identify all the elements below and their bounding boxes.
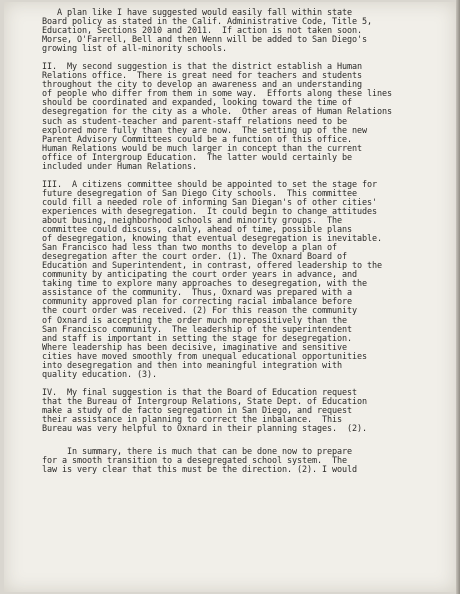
text-line: that the Bureau of Intergroup Relations, State Dept. of Education bbox=[42, 395, 367, 406]
paragraph-section-3 bbox=[42, 180, 454, 379]
text-line: of people who differ from them in some way. Efforts along these lines bbox=[42, 88, 392, 99]
text-line: of Oxnard is accepting the order much morepositively than the bbox=[42, 314, 347, 325]
text-line: included under Human Relations. bbox=[42, 160, 197, 171]
text-line: community approved plan for correcting racial imbalance before bbox=[42, 296, 352, 307]
text-line: San Francisco community. The leadership of the superintendent bbox=[42, 323, 352, 334]
paragraph-gap bbox=[42, 433, 454, 447]
text-line: desegregation for the city as a whole. Other areas of Human Relations bbox=[42, 106, 392, 117]
text-line: make a study of de facto segregation in San Diego, and request bbox=[42, 404, 352, 415]
text-line: committee could discuss, calmly, ahead of time, possible plans bbox=[42, 224, 352, 235]
text-line: cities have moved smoothly from unequal educational opportunities bbox=[42, 350, 367, 361]
text-line: Parent Advisory Committees could be a function of this office. bbox=[42, 133, 352, 144]
text-line: law is very clear that this must be the direction. (2). I would bbox=[42, 464, 357, 475]
text-line: into desegregation and then into meaningful integration with bbox=[42, 359, 342, 370]
text-line: of desegregation, knowing that eventual desegregation is inevitable. bbox=[42, 233, 382, 244]
page-edge-shadow bbox=[456, 0, 460, 594]
text-line: Human Relations would be much larger in concept than the current bbox=[42, 142, 362, 153]
text-line: growing list of all-minority schools. bbox=[42, 43, 227, 54]
text-line: for a smooth transition to a desegregated school system. The bbox=[42, 455, 347, 466]
text-line: desegregation after the court order. (1). The Oxnard Board of bbox=[42, 251, 347, 262]
paragraph-intro bbox=[42, 8, 454, 53]
text-line: In summary, there is much that can be done now to prepare bbox=[42, 446, 352, 457]
text-line: community by anticipating the court order years in advance, and bbox=[42, 269, 357, 280]
text-line: about busing, neighborhood schools and minority groups. The bbox=[42, 214, 342, 225]
text-line: Bureau was very helpful to Oxnard in their planning stages. (2). bbox=[42, 423, 367, 434]
text-line: should be coordinated and expanded, looking toward the time of bbox=[42, 97, 352, 108]
text-line: throughout the city to develop an awareness and an understanding bbox=[42, 79, 362, 90]
text-line: Board policy as stated in the Calif. Administrative Code, Title 5, bbox=[42, 16, 372, 27]
text-line: explored more fully than they are now. The setting up of the new bbox=[42, 124, 367, 135]
text-line: III. A citizens committee should be appointed to set the stage for bbox=[42, 178, 377, 189]
text-line: assistance of the community. Thus, Oxnard was prepared with a bbox=[42, 287, 352, 298]
text-line: could fill a needed role of informing San Diegan's of other cities' bbox=[42, 196, 377, 207]
text-line: and staff is important in setting the stage for desegregation. bbox=[42, 332, 352, 343]
text-line: Morse, O'Farrell, Bell and then Wenn will be added to San Diego's bbox=[42, 34, 367, 45]
document-body bbox=[42, 8, 454, 474]
text-line: experiences with desegregation. It could begin to change attitudes bbox=[42, 205, 377, 216]
text-line: future desegregation of San Diego City schools. This committee bbox=[42, 187, 357, 198]
text-line: the court order was received. (2) For this reason the community bbox=[42, 305, 357, 316]
text-line: their assistance in planning to correct the inbalance. This bbox=[42, 413, 342, 424]
text-line: Relations office. There is great need for teachers and students bbox=[42, 70, 362, 81]
text-line: quality education. (3). bbox=[42, 368, 157, 379]
text-line: II. My second suggestion is that the district establish a Human bbox=[42, 61, 362, 72]
text-line: Where leadership has been decisive, imaginative and sensitive bbox=[42, 341, 347, 352]
text-line: IV. My final suggestion is that the Board of Education request bbox=[42, 386, 357, 397]
text-line: taking time to explore many approaches to desegregation, with the bbox=[42, 278, 367, 289]
text-line: Education, Sections 2010 and 2011. If action is not taken soon. bbox=[42, 25, 362, 36]
text-line: San Francisco had less than two months to develop a plan of bbox=[42, 242, 337, 253]
text-line: such as student-teacher and parent-staff relations need to be bbox=[42, 115, 347, 126]
paragraph-section-2 bbox=[42, 62, 454, 171]
text-line: office of Intergroup Education. The latter would certainly be bbox=[42, 151, 352, 162]
document-page bbox=[4, 2, 456, 592]
text-line: A plan like I have suggested would easily fall within state bbox=[42, 7, 352, 17]
text-line: Education and Superintendent, in contrast, offered leadership to the bbox=[42, 260, 382, 271]
paragraph-section-4 bbox=[42, 388, 454, 433]
paragraph-summary bbox=[42, 447, 454, 474]
